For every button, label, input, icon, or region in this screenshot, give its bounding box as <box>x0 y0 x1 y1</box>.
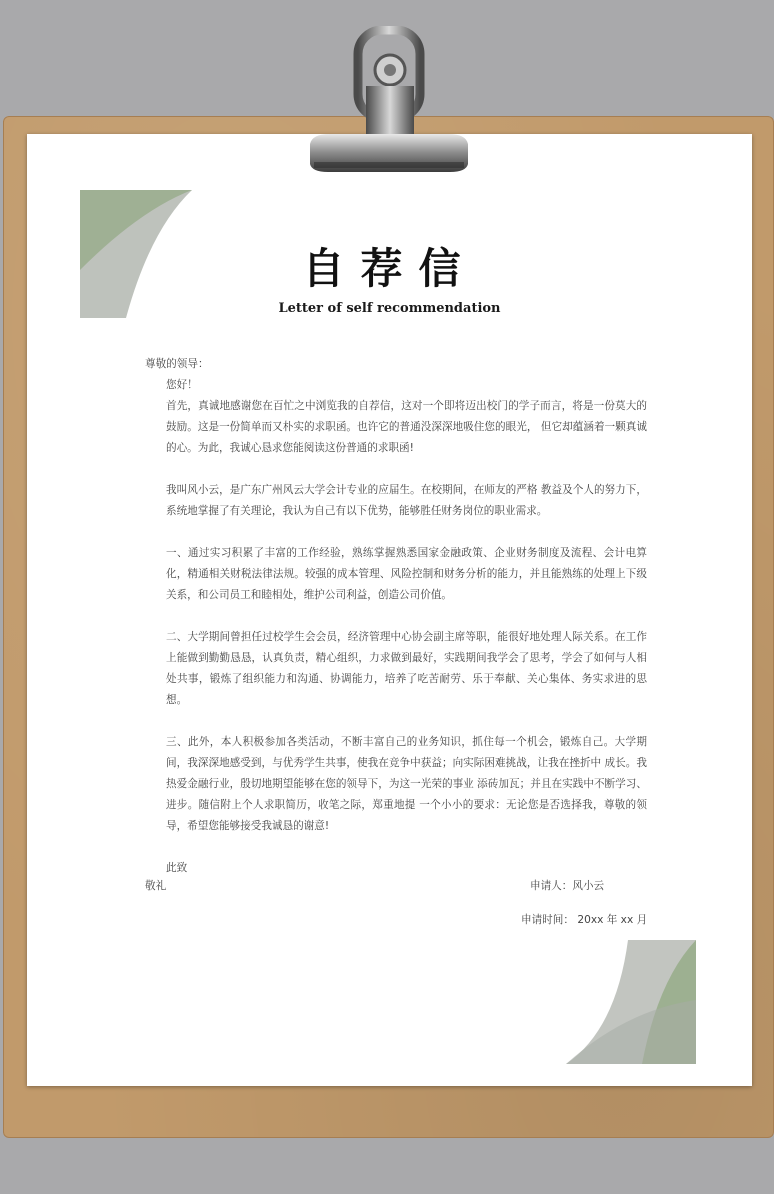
applicant: 申请人：风小云 <box>530 880 605 892</box>
regards: 敬礼 <box>145 880 167 892</box>
green-curve-decoration-bottom-right <box>566 940 696 1064</box>
greeting: 您好！ <box>166 379 198 391</box>
letter-body <box>145 354 647 879</box>
letter-title: 自荐信 <box>302 244 477 293</box>
closing: 此致 <box>166 862 188 874</box>
paragraph-2: 我叫风小云，是广东广州风云大学会计专业的应届生。在校期间，在师友的严格 教益及个人的努力下，系统地掌握了有关理论，我认为自己有以下优势，能够胜任财务岗位的职业需求。 <box>166 484 647 517</box>
binder-clip-icon <box>300 26 478 178</box>
letter-paper <box>27 134 752 1086</box>
paragraph-1: 首先，真诚地感谢您在百忙之中浏览我的自荐信，这对一个即将迈出校门的学子而言，将是一份莫大的鼓励。这是一份简单而又朴实的求职函。也许它的普通没深深地吸住您的眼光， 但它却蕴涵着一颗真诚的心。为此，我诚心恳求您能阅读这份普通的求职函! <box>166 400 647 454</box>
application-date: 申请时间： 20xx 年 xx 月 <box>521 914 648 926</box>
paragraph-3: 一、通过实习积累了丰富的工作经验，熟练掌握熟悉国家金融政策、企业财务制度及流程、会计电算化，精通相关财税法律法规。较强的成本管理、风险控制和财务分析的能力，并且能熟练的处理上下级关系，和公司员工和睦相处，维护公司利益，创造公司价值。 <box>166 547 647 601</box>
letter-subtitle: Letter of self recommendation <box>278 301 501 316</box>
paragraph-5: 三、此外，本人积极参加各类活动，不断丰富自己的业务知识，抓住每一个机会，锻炼自己。大学期间，我深深地感受到，与优秀学生共事，使我在竞争中获益；向实际困难挑战，让我在挫折中 成长。我热爱金融行业，殷切地期望能够在您的领导下，为这一光荣的事业 添砖加瓦；并且在实践中不断学习、进步。随信附上个人求职简历，收笔之际，郑重地提 一个小小的要求：无论您是否选择我，尊敬的领导，希望您能够接受我诚恳的谢意! <box>166 736 647 832</box>
salutation: 尊敬的领导： <box>145 358 209 370</box>
paragraph-4: 二、大学期间曾担任过校学生会会员，经济管理中心协会副主席等职，能很好地处理人际关系。在工作上能做到勤勤恳恳，认真负责，精心组织，力求做到最好，实践期间我学会了思考，学会了如何与人相处共事，锻炼了组织能力和沟通、协调能力，培养了吃苦耐劳、乐于奉献、关心集体、务实求进的思想。 <box>166 631 647 706</box>
